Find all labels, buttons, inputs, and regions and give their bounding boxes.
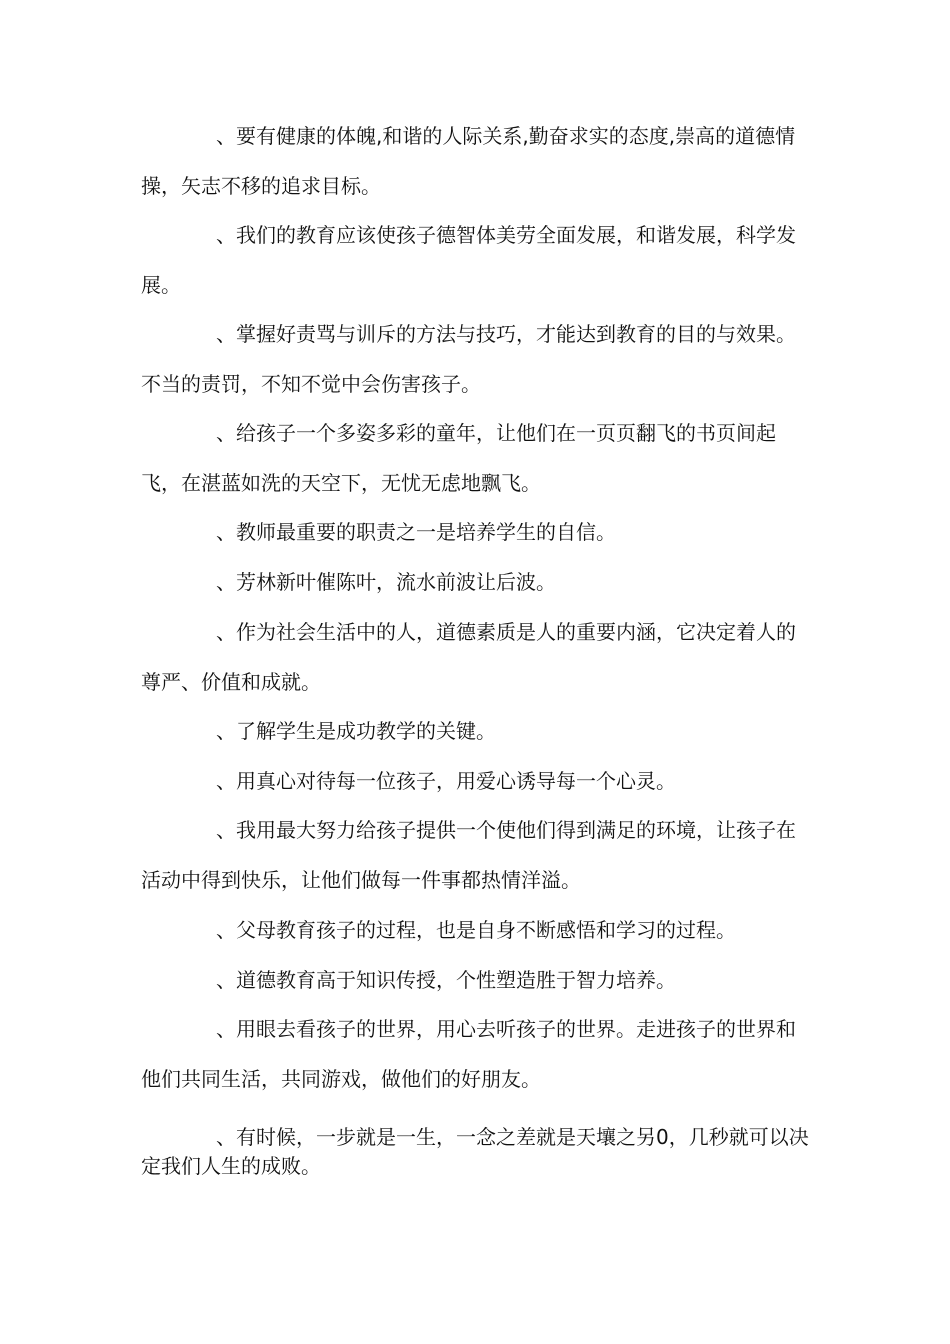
- paragraph-12: 、道德教育高于知识传授，个性塑造胜于智力培养。: [216, 968, 676, 992]
- paragraph-5: 、教师最重要的职责之一是培养学生的自信。: [216, 520, 616, 544]
- paragraph-10: 、我用最大努力给孩子提供一个使他们得到满足的环境，让孩子在活动中得到快乐，让他们做每一件事都热情洋溢。: [141, 818, 796, 892]
- paragraph-2: 、我们的教育应该使孩子德智体美劳全面发展，和谐发展，科学发展。: [141, 223, 796, 297]
- paragraph-1: 、要有健康的体魄,和谐的人际关系,勤奋求实的态度,崇高的道德情操，矢志不移的追求目标。: [141, 124, 796, 198]
- paragraph-13: 、用眼去看孩子的世界，用心去听孩子的世界。走进孩子的世界和他们共同生活，共同游戏，做他们的好朋友。: [141, 1017, 796, 1091]
- paragraph-6: 、芳林新叶催陈叶，流水前波让后波。: [216, 570, 556, 594]
- paragraph-11: 、父母教育孩子的过程，也是自身不断感悟和学习的过程。: [216, 918, 736, 942]
- paragraph-7: 、作为社会生活中的人，道德素质是人的重要内涵，它决定着人的尊严、价值和成就。: [141, 620, 796, 694]
- paragraph-3: 、掌握好责骂与训斥的方法与技巧，才能达到教育的目的与效果。不当的责罚，不知不觉中会伤害孩子。: [141, 322, 796, 396]
- paragraph-9: 、用真心对待每一位孩子，用爱心诱导每一个心灵。: [216, 769, 676, 793]
- paragraph-14: 、有时候，一步就是一生，一念之差就是天壤之另0，几秒就可以决定我们人生的成败。: [141, 1125, 809, 1178]
- paragraph-4: 、给孩子一个多姿多彩的童年，让他们在一页页翻飞的书页间起飞，在湛蓝如洗的天空下，无忧无虑地飘飞。: [141, 421, 776, 495]
- paragraph-8: 、了解学生是成功教学的关键。: [216, 719, 496, 743]
